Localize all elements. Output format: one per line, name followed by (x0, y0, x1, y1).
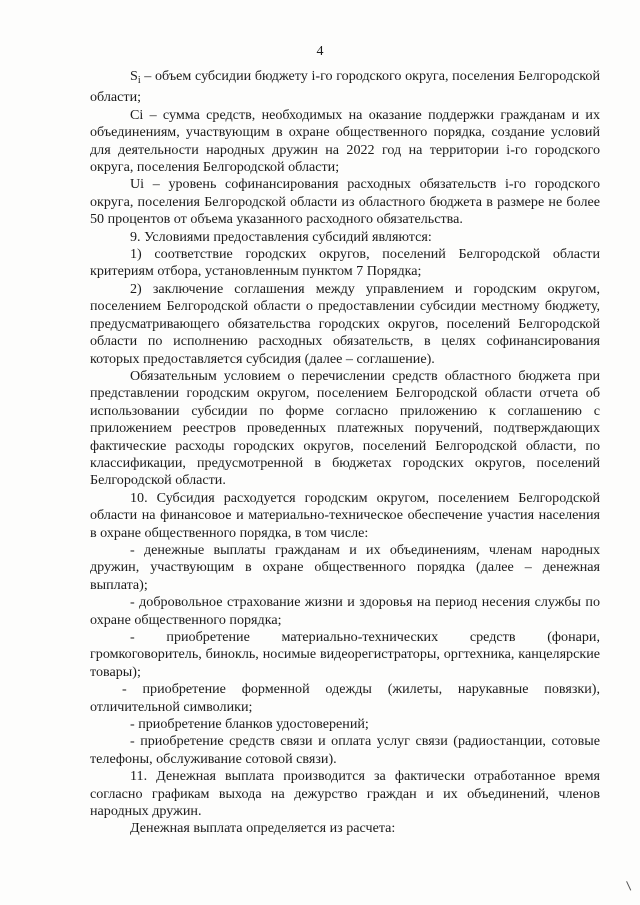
list-item-communications: - приобретение средств связи и оплата услуг связи (радиостанции, сотовые телефоны, обслуживание сотовой связи). (90, 733, 600, 767)
si-symbol: S (130, 68, 138, 84)
list-item-cash-payments: - денежные выплаты гражданам и их объединениям, членам народных дружин, участвующим в охране общественного порядка (далее – денежная выплата); (90, 541, 600, 593)
paragraph-si-definition (90, 68, 600, 107)
paragraph-section-10: 10. Субсидия расходуется городским округом, поселением Белгородской области на финансовое и материально-техническое обеспечение участия населения в охране общественного порядка, в том числе: (90, 489, 600, 541)
paragraph-obligatory-condition: Обязательным условием о перечислении средств областного бюджета при представлении городским округом, поселением Белгородской области отчета об использовании субсидии по форме согласно приложению к соглашению с приложением реестров проведенных платежных поручений, подтверждающих фактические расходы городских округов, поселений Белгородской области, по классификации, предусмотренной в бюджетах городских округов, поселений Белгородской области. (90, 367, 600, 489)
paragraph-ci-definition: Ci – сумма средств, необходимых на оказание поддержки гражданам и их объединениям, участвующим в охране общественного порядка, создание условий для деятельности народных дружин на 2022 год на территории i-го городского округа, поселения Белгородской области; (90, 106, 600, 176)
list-item-uniform: - приобретение форменной одежды (жилеты, нарукавные повязки), отличительной символики; (90, 681, 600, 715)
list-item-id-forms: - приобретение бланков удостоверений; (130, 716, 369, 733)
margin-mark (626, 879, 635, 890)
list-item-insurance: - добровольное страхование жизни и здоровья на период несения службы по охране общественного порядка; (90, 594, 600, 628)
si-text: – объем субсидии бюджету i-го городского округа, поселения Белгородской области; (90, 68, 600, 106)
paragraph-section-11: 11. Денежная выплата производится за фактически отработанное время согласно графикам выхода на дежурство граждан и их объединений, членов народных дружин. (90, 768, 600, 820)
list-item-equipment: - приобретение материально-технических средств (фонари, громкоговоритель, бинокль, носимые видеорегистраторы, оргтехника, канцелярские товары); (90, 629, 600, 680)
paragraph-ui-definition: Ui – уровень софинансирования расходных обязательств i-го городского округа, поселения Белгородской области из областного бюджета в размере не более 50 процентов от объема указанного расходного обязательства. (90, 176, 600, 228)
page-number: 4 (316, 44, 324, 59)
si-subscript: i (137, 75, 141, 86)
paragraph-section-9-item-2: 2) заключение соглашения между управлением и городским округом, поселением Белгородской области о предоставлении субсидии местному бюджету, предусматривающего обязательства городских округов, поселений Белгородской области по исполнению расходных обязательств, в целях софинансирования которых предоставляется субсидия (далее – соглашение). (90, 280, 600, 367)
paragraph-section-9: 9. Условиями предоставления субсидий являются: (130, 228, 432, 245)
paragraph-calculation: Денежная выплата определяется из расчета: (130, 820, 396, 837)
paragraph-section-9-item-1: 1) соответствие городских округов, поселений Белгородской области критериям отбора, установленным пунктом 7 Порядка; (90, 246, 600, 280)
document-body (90, 68, 600, 838)
